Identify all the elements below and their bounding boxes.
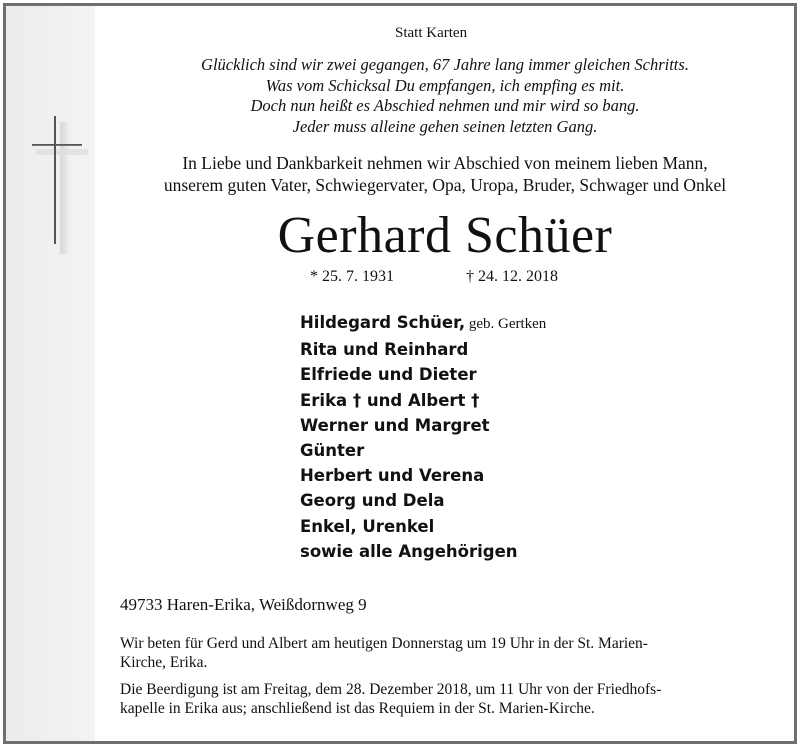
poem-line: Doch nun heißt es Abschied nehmen und mir wird so bang. — [250, 96, 640, 115]
cross-icon — [32, 116, 92, 256]
family-address: 49733 Haren-Erika, Weißdornweg 9 — [120, 595, 367, 614]
intro-line: unserem guten Vater, Schwiegervater, Opa, Uropa, Bruder, Schwager und Onkel — [163, 175, 727, 195]
list-item: Erika † und Albert † — [300, 390, 480, 410]
list-item — [300, 310, 546, 337]
intro-line: In Liebe und Dankbarkeit nehmen wir Abschied von meinem lieben Mann, — [182, 153, 708, 173]
poem-line: Was vom Schicksal Du empfangen, ich empfing es mit. — [265, 75, 625, 95]
list-item: Rita und Reinhard — [300, 340, 469, 360]
notice-line: Kirche, Erika. — [120, 654, 208, 671]
list-item: Enkel, Urenkel — [300, 516, 435, 536]
mourners-list — [300, 310, 546, 564]
death-date: † 24. 12. 2018 — [466, 268, 558, 285]
funeral-notice — [120, 680, 661, 718]
poem-line: Glücklich sind wir zwei gegangen, 67 Jahre lang immer gleichen Schritts. — [201, 55, 689, 74]
notice-line: kapelle in Erika aus; anschließend ist das Requiem in der St. Marien-Kirche. — [120, 700, 595, 717]
birth-date: * 25. 7. 1931 — [310, 268, 394, 285]
deceased-name: Gerhard Schüer — [277, 207, 613, 264]
notice-line: Die Beerdigung ist am Freitag, dem 28. Dezember 2018, um 11 Uhr von der Friedhofs- — [120, 681, 662, 698]
list-item: Elfriede und Dieter — [300, 365, 477, 385]
intro-text — [120, 152, 770, 196]
poem-block — [140, 55, 750, 137]
list-item: Günter — [300, 441, 365, 461]
mourner-name: Hildegard Schüer, — [300, 313, 466, 332]
list-item: Georg und Dela — [300, 491, 445, 511]
list-item: Werner und Margret — [300, 415, 490, 435]
notice-line: Wir beten für Gerd und Albert am heutigen Donnerstag um 19 Uhr in der St. Marien- — [120, 635, 648, 652]
maiden-name-note: geb. Gertken — [465, 316, 547, 332]
poem-line: Jeder muss alleine gehen seinen letzten Gang. — [292, 116, 598, 136]
list-item: sowie alle Angehörigen — [300, 541, 518, 561]
left-sidebar-panel — [6, 6, 95, 741]
prayer-notice — [120, 634, 648, 672]
statt-karten-label: Statt Karten — [395, 25, 468, 41]
list-item: Herbert und Verena — [300, 466, 485, 486]
